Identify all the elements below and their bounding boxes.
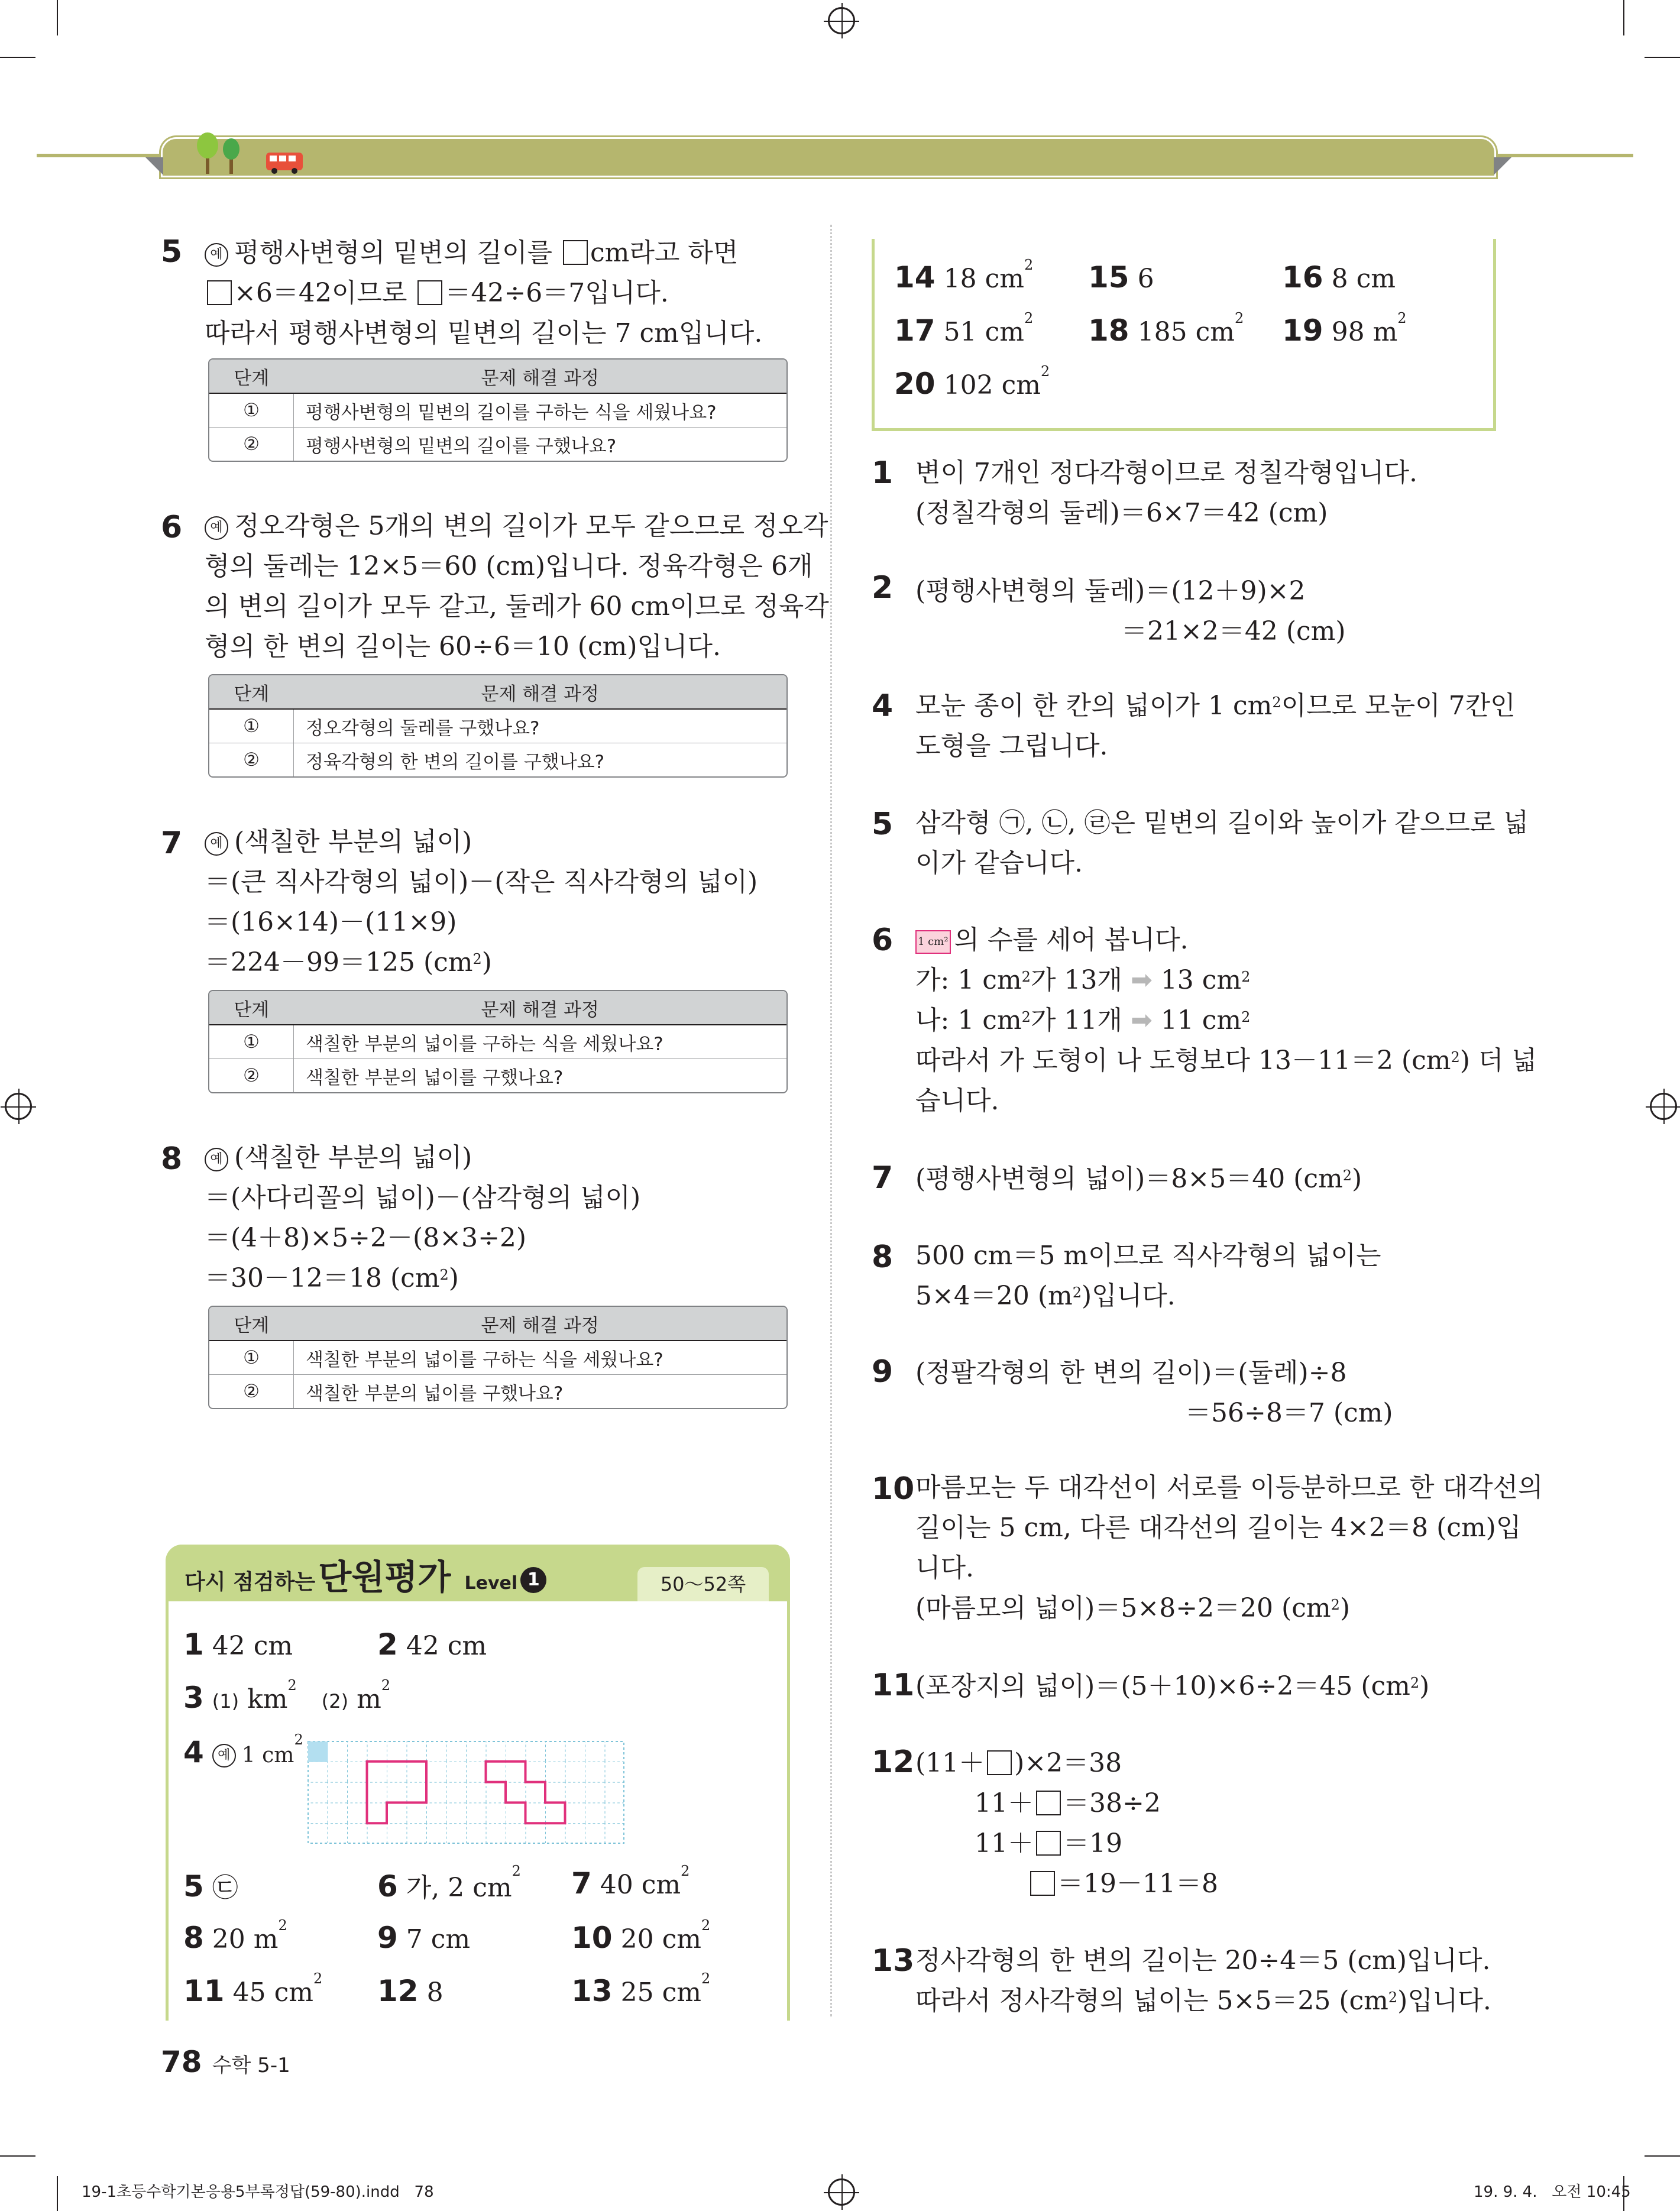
tree-bus-icon [195,127,313,174]
solution-r10: 마름모는 두 대각선이 서로를 이등분하므로 한 대각선의 길이는 5 cm, 다른 대각선의 길이는 4×2＝8 (cm)입 니다. (마름모의 넓이)＝5×8÷2＝20 $(cm^2)$ [915,1472,1543,1623]
answer: 1 42 cm [183,1627,293,1662]
problem-number: 2 [872,570,894,606]
grading-table: 단계 문제 해결 과정 ① 평행사변형의 밑변의 길이를 구하는 식을 세웠나요? ② 평행사변형의 밑변의 길이를 구했나요? [208,358,788,462]
crop-mark [1645,2155,1680,2157]
unit-square-icon: 1 cm² [915,930,951,954]
answer: 20 102 $cm^2$ [894,363,1050,401]
solution-r4: 모눈 종이 한 칸의 넓이가 1 $cm^2$이므로 모눈이 7칸인 도형을 그립니다. [915,691,1516,761]
answer: 12 8 [377,1974,444,2008]
problem-number: 7 [872,1160,894,1196]
solution-r8: 500 cm＝5 m이므로 직사각형의 넓이는 5×4＝20 $(m^2)$입니다. [915,1241,1381,1311]
grading-table: 단계 문제 해결 과정 ① 색칠한 부분의 넓이를 구하는 식을 세웠나요? ② 색칠한 부분의 넓이를 구했나요? [208,1306,788,1409]
solution-8: 예 (색칠한 부분의 넓이) ＝(사다리꼴의 넓이)－(삼각형의 넓이) ＝(4＋8)×5÷2－(8×3÷2) ＝30－12＝18 $(cm^2)$ [205,1142,641,1293]
answer: 8 20 $m^2$ [183,1917,287,1955]
problem-number: 8 [872,1239,894,1275]
blank-box-icon [987,1750,1012,1775]
problem-number: 11 [872,1668,915,1703]
blank-box-icon [563,240,588,265]
crop-mark [57,0,58,35]
print-slug-file: 19-1초등수학기본응용5부록정답(59-80).indd 78 [82,2183,434,2201]
header-tab [161,137,1496,177]
problem-number: 9 [872,1354,894,1390]
solution-r5: 삼각형 ㉠, ㉡, ㉣은 밑변의 길이와 높이가 같으므로 넓 이가 같습니다. [915,808,1529,878]
grading-table: 단계 문제 해결 과정 ① 정오각형의 둘레를 구했나요? ② 정육각형의 한 변의 길이를 구했나요? [208,674,788,778]
answer: 16 8 cm [1282,260,1396,294]
problem-number: 5 [161,234,183,270]
crop-mark [0,2155,35,2157]
arrow-right-icon: ➡ [1130,1005,1153,1035]
problem-number: 12 [872,1744,915,1780]
answer: 13 25 $cm^2$ [571,1970,711,2008]
solution-7: 예 (색칠한 부분의 넓이) ＝(큰 직사각형의 넓이)－(작은 직사각형의 넓이) ＝(16×14)－(11×9) ＝224－99＝125 $(cm^2)$ [205,827,758,977]
problem-number: 6 [872,922,894,958]
answer: 11 45 $cm^2$ [183,1970,323,2008]
grid-drawing [307,1741,624,1844]
answer: 17 51 $cm^2$ [894,310,1034,348]
registration-mark-icon [5,1093,32,1120]
blank-box-icon [1036,1791,1061,1815]
registration-mark-icon [828,2178,855,2206]
level-badge-icon: 1 [520,1567,546,1593]
registration-mark-icon [1650,1093,1677,1120]
crop-mark [1645,57,1680,58]
example-mark-icon: 예 [212,1744,236,1767]
page-range-tab: 50～52쪽 [637,1567,769,1601]
answer: 2 42 cm [377,1627,487,1662]
solution-r6: 1 cm² 의 수를 세어 봅니다. 가: 1 $cm^2$가 13개 ➡ 13 $cm^2$ 나: 1 $cm^2$가 11개 ➡ 11 $cm^2$ 따라서 가 도형이 나 도형보다 13－11＝2 $(cm^2)$ 더 넓 습니다. [915,925,1537,1116]
example-mark-icon: 예 [205,516,228,540]
column-divider [830,225,832,2016]
problem-number: 4 [872,688,894,724]
crop-mark [0,57,35,58]
answer: 9 7 cm [377,1921,471,1955]
answer: 4 예 1 $cm^2$ [183,1731,303,1769]
answer: 7 40 $cm^2$ [571,1863,690,1901]
grading-table: 단계 문제 해결 과정 ① 색칠한 부분의 넓이를 구하는 식을 세웠나요? ② 색칠한 부분의 넓이를 구했나요? [208,990,788,1093]
page-number: 78 수학 5-1 [161,2045,290,2079]
example-mark-icon: 예 [205,1148,228,1171]
arrow-right-icon: ➡ [1130,965,1153,995]
problem-number: 8 [161,1141,183,1177]
header-fold-left [145,157,163,175]
problem-number: 7 [161,826,183,861]
problem-number: 13 [872,1943,915,1979]
example-mark-icon: 예 [205,832,228,856]
answer: 10 20 $cm^2$ [571,1917,711,1955]
answer: 18 185 $cm^2$ [1088,310,1244,348]
blank-box-icon [1030,1871,1055,1896]
solution-r2: (평행사변형의 둘레)＝(12＋9)×2 ＝21×2＝42 (cm) [915,576,1346,646]
answer: 5 ㉢ [183,1869,238,1904]
problem-number: 5 [872,807,894,842]
crop-mark [57,2176,58,2211]
solution-5: 예 평행사변형의 밑변의 길이를 cm라고 하면 ×6＝42이므로 ＝42÷6＝7입니다. 따라서 평행사변형의 밑변의 길이는 7 cm입니다. [205,238,763,348]
answer: 15 6 [1088,260,1154,294]
solution-r11: (포장지의 넓이)＝(5＋10)×6÷2＝45 $(cm^2)$ [915,1671,1430,1701]
answer: 3 (1) $km^2$ (2) $m^2$ [183,1677,391,1715]
crop-mark [1623,0,1624,35]
solution-r9: (정팔각형의 한 변의 길이)＝(둘레)÷8 ＝56÷8＝7 (cm) [915,1358,1393,1428]
solution-r12: (11＋ )×2＝38 11＋ ＝38÷2 11＋ ＝19 ＝19－11＝8 [915,1748,1218,1899]
problem-number: 10 [872,1471,915,1507]
solution-r13: 정사각형의 한 변의 길이는 20÷4＝5 (cm)입니다. 따라서 정사각형의 넓이는 5×5＝25 $(cm^2)$입니다. [915,1945,1491,2016]
solution-6: 예 정오각형은 5개의 변의 길이가 모두 같으므로 정오각 형의 둘레는 12×5＝60 (cm)입니다. 정육각형은 6개 의 변의 길이가 모두 같고, 둘레가 60 cm이므로 정육각 형의 한 변의 길이는 60÷6＝10 (cm)입니다. [205,511,829,662]
blank-box-icon [207,280,232,305]
header-fold-right [1494,157,1511,175]
example-mark-icon: 예 [205,243,228,267]
answer: 19 98 $m^2$ [1282,310,1407,348]
blank-box-icon [1036,1831,1061,1856]
answer: 14 18 $cm^2$ [894,257,1034,294]
registration-mark-icon [828,7,855,34]
answer: 6 가, 2 $cm^2$ [377,1863,521,1904]
problem-number: 6 [161,510,183,545]
problem-number: 1 [872,455,894,491]
solution-r1: 변이 7개인 정다각형이므로 정칠각형입니다. (정칠각형의 둘레)＝6×7＝42 (cm) [915,458,1418,528]
blank-box-icon [417,280,442,305]
print-slug-date: 19. 9. 4. 오전 10:45 [1474,2183,1631,2201]
solution-r7: (평행사변형의 넓이)＝8×5＝40 $(cm^2)$ [915,1164,1362,1194]
unit-evaluation-title: 다시 점검하는 단원평가 Level 1 [184,1549,546,1599]
